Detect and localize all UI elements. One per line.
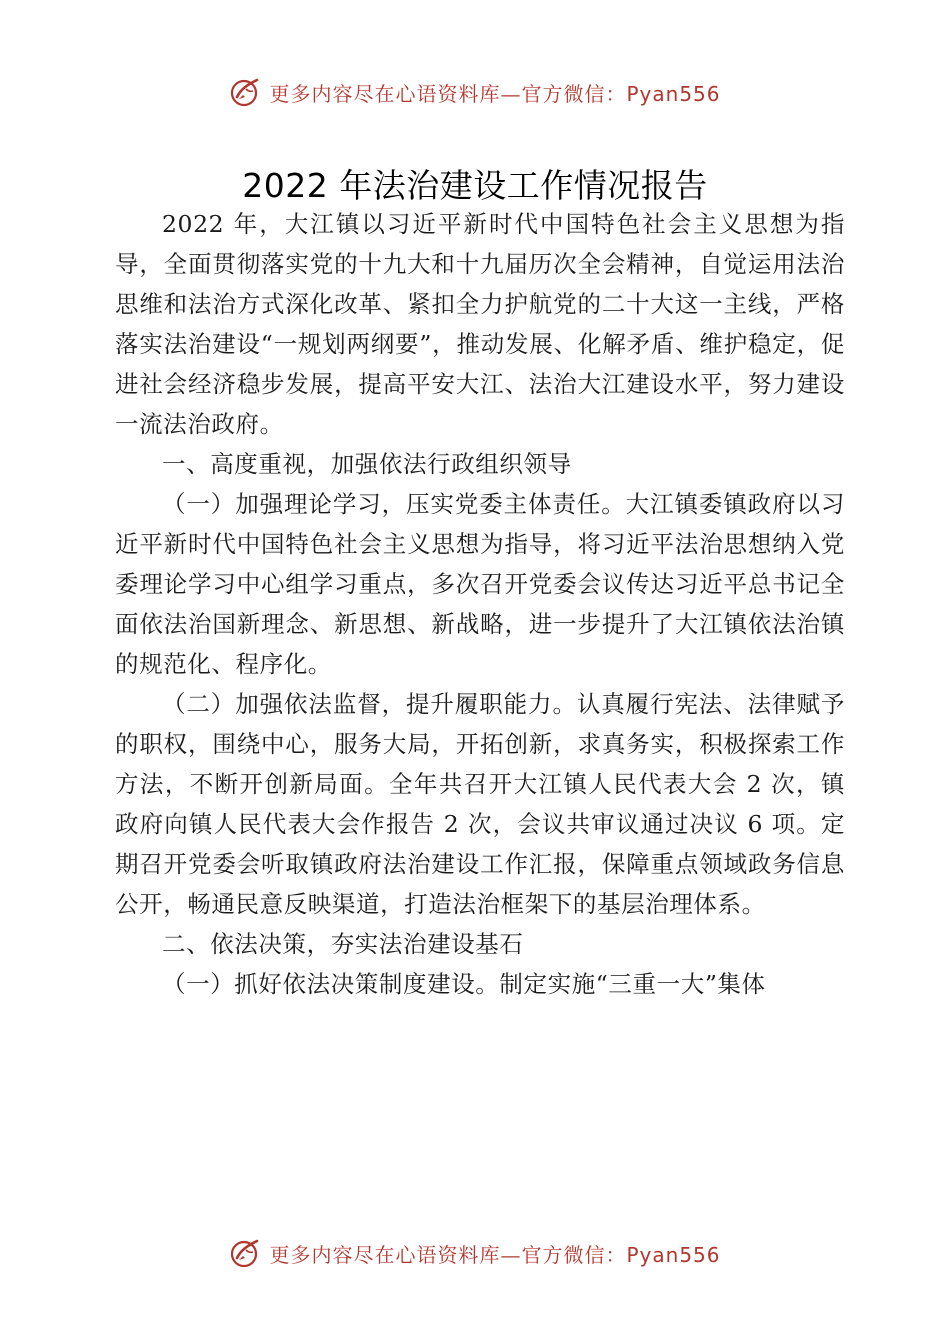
- footer-watermark-banner: [0, 1233, 950, 1273]
- banner-wechat-label: 官方微信：: [521, 1242, 627, 1267]
- pen-logo-icon: [229, 1236, 263, 1270]
- section-heading-1: 一、高度重视，加强依法行政组织领导: [162, 450, 572, 478]
- banner-separator: —: [500, 81, 522, 106]
- paragraph-1-2: （二）加强依法监督，提升履职能力。认真履行宪法、法律赋予的职权，围绕中心，服务大局，开拓创新，求真务实，积极探索工作方法，不断开创新局面。全年共召开大江镇人民代表大会 2 次，镇政府向镇人民代表大会作报告 2 次，会议共审议通过决议 6 项。定期召开党委会听取镇政府法治建设工作汇报，保障重点领域政务信息公开，畅通民意反映渠道，打造法治框架下的基层治理体系。: [115, 690, 845, 918]
- banner-text: [269, 78, 720, 107]
- banner-main-text: 更多内容尽在心语资料库: [269, 81, 501, 106]
- banner-separator: —: [500, 1242, 522, 1267]
- banner-text: [269, 1239, 720, 1268]
- document-body: [115, 204, 845, 1004]
- pen-logo-icon: [229, 75, 263, 109]
- banner-wechat-label: 官方微信：: [521, 81, 627, 106]
- section-heading-2: 二、依法决策，夯实法治建设基石: [162, 930, 524, 958]
- banner-main-text: 更多内容尽在心语资料库: [269, 1242, 501, 1267]
- document-title: 2022 年法治建设工作情况报告: [242, 166, 708, 205]
- paragraph-2-1: （一）抓好依法决策制度建设。制定实施“三重一大”集体: [162, 970, 766, 998]
- paragraph-intro: 2022 年，大江镇以习近平新时代中国特色社会主义思想为指导，全面贯彻落实党的十九大和十九届历次全会精神，自觉运用法治思维和法治方式深化改革、紧扣全力护航党的二十大这一主线，严格落实法治建设“一规划两纲要”，推动发展、化解矛盾、维护稳定，促进社会经济稳步发展，提高平安大江、法治大江建设水平，努力建设一流法治政府。: [115, 210, 845, 438]
- banner-wechat-id: Pyan556: [626, 1242, 721, 1267]
- banner-wechat-id: Pyan556: [626, 81, 721, 106]
- paragraph-1-1: （一）加强理论学习，压实党委主体责任。大江镇委镇政府以习近平新时代中国特色社会主义思想为指导，将习近平法治思想纳入党委理论学习中心组学习重点，多次召开党委会议传达习近平总书记全面依法治国新理念、新思想、新战略，进一步提升了大江镇依法治镇的规范化、程序化。: [115, 490, 845, 678]
- header-watermark-banner: [0, 72, 950, 112]
